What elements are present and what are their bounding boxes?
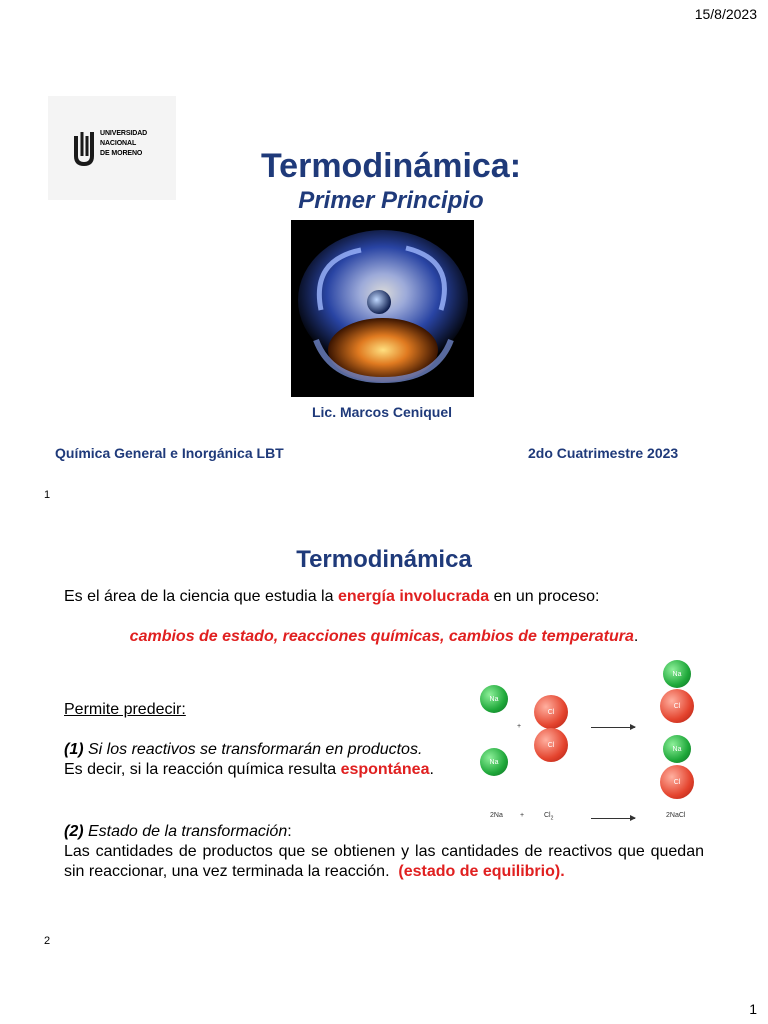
intro-text: Es el área de la ciencia que estudia la xyxy=(64,588,338,605)
energy-image xyxy=(291,220,474,397)
intro-highlight: energía involucrada xyxy=(337,588,490,605)
chlorine-atom: Cl xyxy=(660,689,694,723)
equation-plus: + xyxy=(520,812,525,819)
slide-subtitle: Primer Principio xyxy=(298,187,484,214)
slide-number-2: 2 xyxy=(44,935,51,947)
term: 2do Cuatrimestre 2023 xyxy=(528,445,679,461)
logo-line-1: UNIVERSIDAD xyxy=(100,130,148,137)
sodium-atom: Na xyxy=(480,748,508,776)
item-2-number: (2) xyxy=(64,823,84,840)
item-1-highlight: espontánea xyxy=(340,761,430,778)
chlorine-atom: Cl xyxy=(660,765,694,799)
equation-reactant-cl2 xyxy=(544,812,553,821)
intro-text-end: en un proceso: xyxy=(489,588,600,605)
examples-text: cambios de estado, reacciones químicas, cambios de temperatura xyxy=(129,628,634,645)
equation-reactant-na: 2Na xyxy=(490,812,503,819)
examples-end: . xyxy=(633,628,639,645)
energy-illustration xyxy=(291,220,474,397)
slide2-heading: Termodinámica xyxy=(296,546,472,573)
logo-line-2: NACIONAL xyxy=(100,140,137,147)
item-1 xyxy=(64,740,464,780)
item-2-text: Estado de la transformación xyxy=(83,823,288,840)
item-1-line2: Es decir, si la reacción química resulta xyxy=(64,761,341,778)
item-2 xyxy=(64,822,704,882)
equation-cl-subscript: 2 xyxy=(550,815,554,822)
sodium-atom: Na xyxy=(663,660,691,688)
author: Lic. Marcos Ceniquel xyxy=(311,404,453,420)
examples-line xyxy=(0,627,768,647)
equation-product: 2NaCl xyxy=(666,812,686,819)
plus-sign: + xyxy=(517,723,522,730)
equation-arrow xyxy=(591,818,635,819)
date: 15/8/2023 xyxy=(694,6,757,22)
logo-line-3: DE MORENO xyxy=(100,150,143,157)
reaction-diagram xyxy=(470,655,710,830)
sodium-atom: Na xyxy=(480,685,508,713)
chlorine-atom: Cl xyxy=(534,728,568,762)
intro-paragraph xyxy=(64,587,704,607)
item-2-highlight: (estado de equilibrio). xyxy=(398,863,565,880)
slide-title: Termodinámica: xyxy=(260,147,522,185)
equation-cl-symbol: Cl xyxy=(544,812,551,819)
chlorine-atom: Cl xyxy=(534,695,568,729)
item-2-body: Las cantidades de productos que se obtienen y las cantidades de reactivos que quedan sin reaccionar, una vez terminada la reacción. xyxy=(64,843,704,880)
page-number: 1 xyxy=(749,1001,757,1017)
course-name: Química General e Inorgánica LBT xyxy=(55,445,284,461)
reaction-arrow xyxy=(591,727,635,728)
item-1-line2-end: . xyxy=(429,761,434,778)
permite-label: Permite predecir: xyxy=(64,701,186,718)
sodium-atom: Na xyxy=(663,735,691,763)
item-1-text: Si los reactivos se transformarán en productos. xyxy=(83,741,423,758)
slide-number-1: 1 xyxy=(44,489,51,501)
item-1-number: (1) xyxy=(64,741,84,758)
item-2-colon: : xyxy=(287,823,292,840)
